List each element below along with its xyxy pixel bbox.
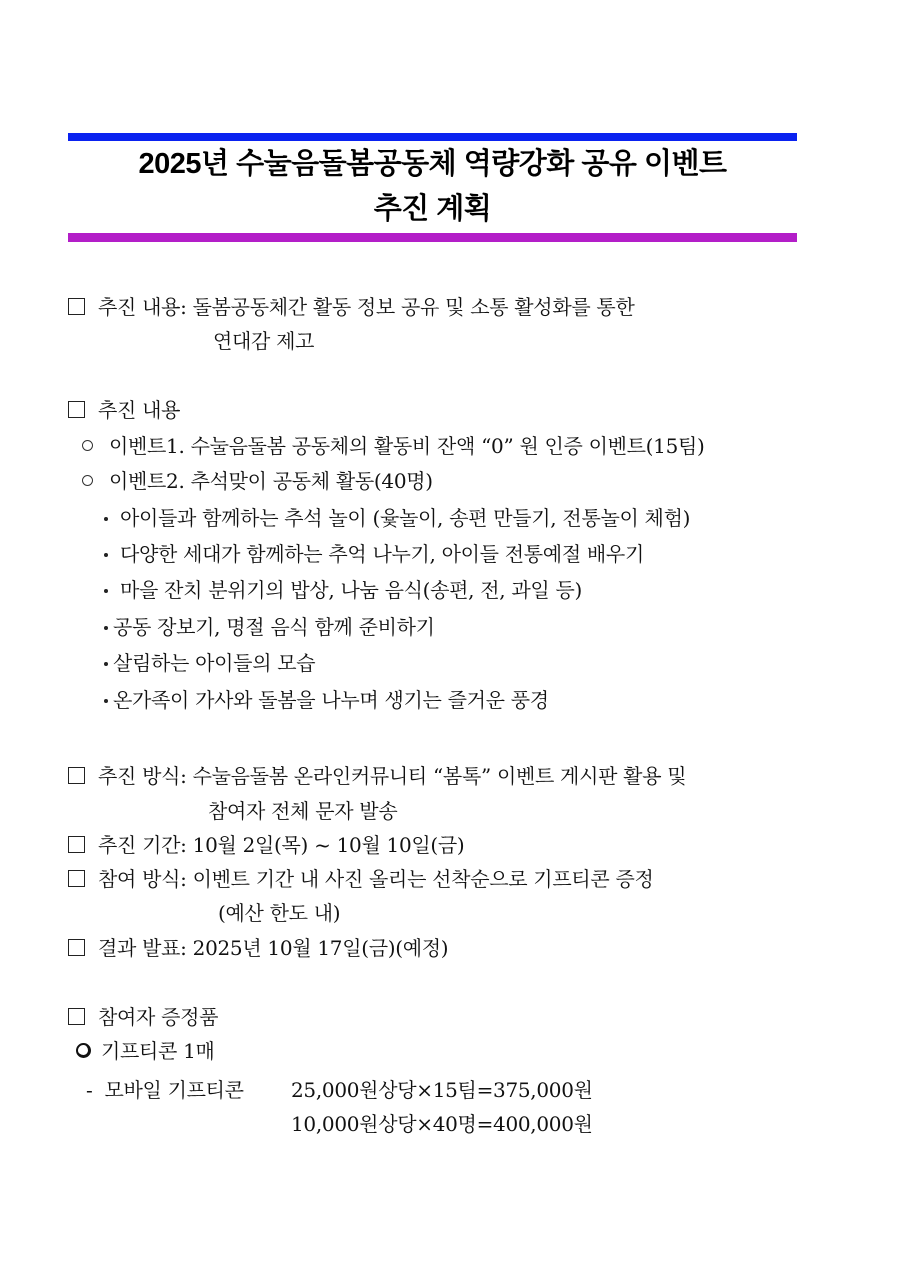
dot-bullet-icon	[104, 589, 108, 593]
event-item: 이벤트1. 수눌음돌봄 공동체의 활동비 잔액 “0” 원 인증 이벤트(15팀)	[82, 436, 705, 456]
dot-bullet-icon	[104, 662, 108, 666]
title-top-rule	[68, 133, 797, 141]
section-value: 2025년 10월 17일(금)(예정)	[192, 936, 449, 960]
detail-item: 마을 잔치 분위기의 밥상, 나눔 음식(송편, 전, 과일 등)	[104, 580, 582, 600]
section-label: 결과 발표:	[98, 936, 193, 960]
section-value: 이벤트 기간 내 사진 올리는 선착순으로 기프티콘 증정	[192, 867, 654, 891]
page-title: 2025년 수눌음돌봄공동체 역량강화 공유 이벤트	[138, 148, 727, 180]
section-label: 추진 내용	[98, 398, 181, 422]
checkbox-square-icon	[68, 1008, 85, 1025]
section-label: 추진 방식:	[98, 764, 193, 788]
section-label: 참여 방식:	[98, 867, 193, 891]
dot-bullet-icon	[104, 517, 108, 521]
section-label: 참여자 증정품	[98, 1005, 219, 1029]
dash-bullet-icon: -	[86, 1078, 93, 1102]
checkbox-square-icon	[68, 939, 85, 956]
section-value: 돌봄공동체간 활동 정보 공유 및 소통 활성화를 통한	[192, 295, 635, 319]
circle-bullet-icon	[82, 440, 93, 451]
section-prizes	[68, 1007, 218, 1027]
section-purpose	[68, 297, 634, 317]
section-method-continuation: 참여자 전체 문자 발송	[208, 799, 398, 823]
prize-row: 10,000원상당×40명=400,000원	[291, 1112, 593, 1136]
dot-bullet-icon	[104, 553, 108, 557]
title-bottom-rule	[68, 233, 797, 242]
prize-detail-label: 모바일 기프티콘	[104, 1078, 244, 1102]
prize-row: 25,000원상당×15팀=375,000원	[291, 1078, 593, 1102]
prize-detail	[86, 1080, 244, 1100]
section-announcement	[68, 938, 448, 958]
page-subtitle: 추진 계획	[373, 193, 492, 225]
event-item: 이벤트2. 추석맞이 공동체 활동(40명)	[82, 471, 433, 491]
section-label: 추진 내용:	[98, 295, 193, 319]
detail-item: 공동 장보기, 명절 음식 함께 준비하기	[104, 617, 435, 637]
section-period	[68, 835, 464, 855]
section-value: 수눌음돌봄 온라인커뮤니티 “봄톡” 이벤트 게시판 활용 및	[192, 764, 687, 788]
checkbox-square-icon	[68, 767, 85, 784]
section-label: 추진 기간:	[98, 833, 193, 857]
checkbox-square-icon	[68, 836, 85, 853]
dot-bullet-icon	[104, 626, 108, 630]
section-content	[68, 400, 180, 420]
shadowed-circle-bullet-icon	[76, 1043, 91, 1058]
checkbox-square-icon	[68, 298, 85, 315]
section-method	[68, 766, 686, 786]
detail-item: 아이들과 함께하는 추석 놀이 (윷놀이, 송편 만들기, 전통놀이 체험)	[104, 508, 690, 528]
prize-item: 기프티콘 1매	[76, 1041, 215, 1061]
circle-bullet-icon	[82, 475, 93, 486]
detail-item: 살림하는 아이들의 모습	[104, 653, 315, 673]
dot-bullet-icon	[104, 699, 108, 703]
section-value: 10월 2일(목) ~ 10월 10일(금)	[192, 833, 465, 857]
checkbox-square-icon	[68, 401, 85, 418]
section-participation	[68, 869, 653, 889]
section-purpose-continuation: 연대감 제고	[213, 329, 315, 353]
checkbox-square-icon	[68, 870, 85, 887]
detail-item: 다양한 세대가 함께하는 추억 나누기, 아이들 전통예절 배우기	[104, 544, 644, 564]
detail-item: 온가족이 가사와 돌봄을 나누며 생기는 즐거운 풍경	[104, 690, 549, 710]
section-participation-continuation: (예산 한도 내)	[218, 901, 341, 925]
